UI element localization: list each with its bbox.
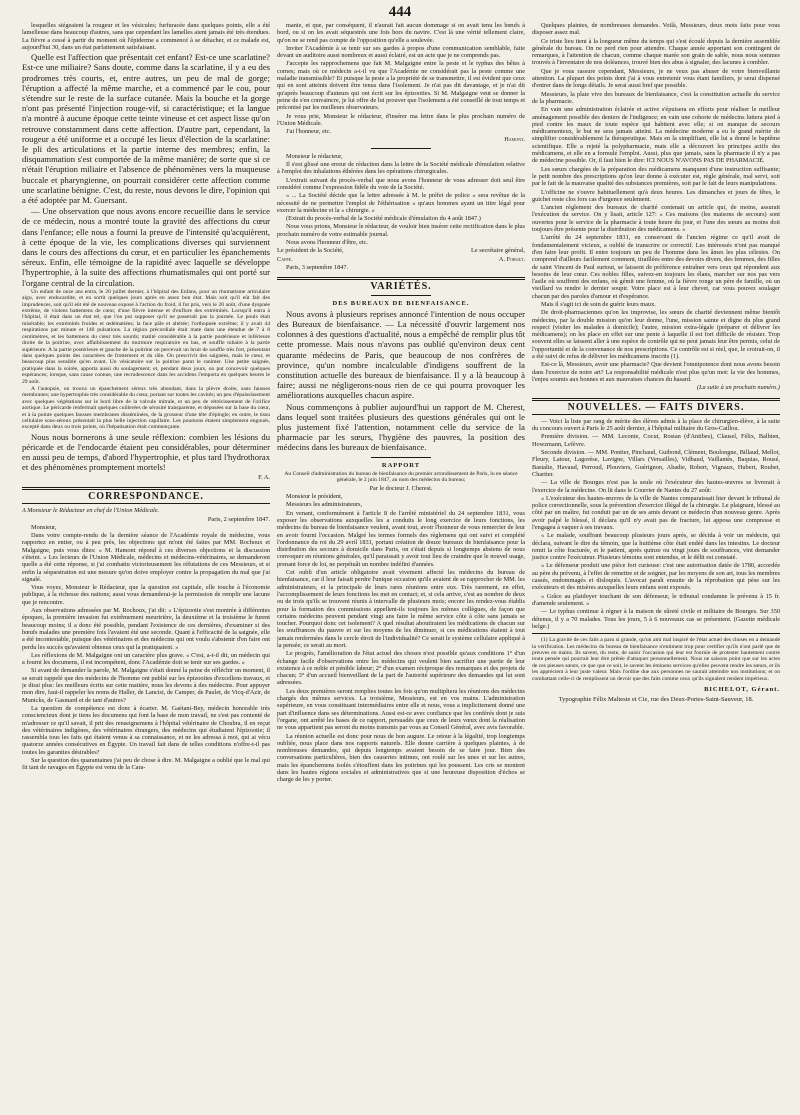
col2-letter-continuation <box>277 22 525 127</box>
paragraph: Que je vous rassure cependant, Messieurs, je ne veux pas abuser de votre bienveillante attention. La plupart des points dont j'ai à vous entretenir vous étant familiers, je serai dispensé d'entrer dans de longs détails. Je serai aussi bref que possible. <box>532 67 780 90</box>
column-left <box>22 22 270 1097</box>
nouvelles-heading: NOUVELLES. — FAITS DIVERS. <box>567 401 745 413</box>
signature-titles <box>277 247 525 254</box>
gerant-signature: BICHELOT, Gérant. <box>704 686 780 693</box>
rapport-author: Par le docteur J. Cherest. <box>369 484 433 492</box>
heading-underline <box>532 414 780 415</box>
paragraph: En vain une administration éclairée et active s'épuisera en efforts pour réaliser le meilleur aménagement possible des deniers de l'indigence; en vain une cohorte de médecins luttera pied à pied contre les maux de toute espèce qui habitent avec elle; si on manque de secours médicamenteux, le but ne sera jamais atteint. La médecine moderne a eu le grand mérite de simplifier considérablement la thérapeutique. Mais en la simplifiant, elle lui a donné le baptême scientifique. Elle a rejeté la polypharmacie, mais elle a découvert les principes actifs des médicamens, et elle en a formulé l'emploi. Aussi, plus que jamais, sans la pharmacie il n'y a pas de médecine possible. Or, il faut bien le dire: ICI NOUS N'AVONS PAS DE PHARMACIE. <box>532 106 780 165</box>
col1-case-report <box>22 289 270 431</box>
section-divider <box>22 487 270 490</box>
heading-underline <box>371 295 431 296</box>
rapport-salutation-admins: Messieurs les administrateurs, <box>286 501 363 509</box>
paragraph: — Voici la liste par rang de mérite des élèves admis à la place de chirurgien-élève, à la suite du concours ouvert à Paris le 25 août dernier, à l'hôpital militaire du Gros-Caillou. <box>532 417 780 433</box>
paragraph: De droit-pharmaciennes qu'on les improvise, les sœurs de charité deviennent même bientôt médecins, par la double mission qu'on leur donne, l'une, mission sainte et digne du plus grand respect (visiter les malades à domicile); l'autre, mission extra-légale (préparer et délivrer les médicamens); on les place en effet sur une pente à laquelle il est fort difficile de résister. Trop souvent elles se laissent aller à une espèce de contrôle qui ne peut jamais leur être permis, celui de l'opportunité et de la convenance de nos prescriptions. Ce contrôle est si réel, que, le croirait-on, il a été suivi de refus de délivrer les médicamens inscrits (1). <box>532 309 780 361</box>
secretary-name: A. Forget. <box>498 255 525 263</box>
col1-commentary <box>22 52 270 288</box>
section-divider <box>277 277 525 280</box>
paragraph: A l'autopsie, on trouva un épanchement séreux très abondant, dans la plèvre droite, sans fausses membranes; une hypertrophie très considérable du cœur, portant sur toutes les cavités; un peu d'épaississement avec quelques végétations sur le bord libre de la valvule mitrale, et un peu de rétrécissement de l'orifice aortique. Le péricarde renfermait quelques cuillerées de sérosité transparente, et déposées sur la base du cœur, et à la pointe quelques fausses membranes disséminées, de la grosseur d'une tête d'épingle; en outre, le tissu cellulaire sous-séreux présentait la plus belle injection capillaire. Les poumons étaient simplement engoués, excepté dans deux ou trois points, où l'hépatisation était commençante. <box>22 385 270 431</box>
varietes-heading: VARIÉTÉS. <box>370 281 432 293</box>
paragraph: Nous avons l'honneur d'être, etc. <box>286 239 369 247</box>
paragraph: Est-ce là, Messieurs, avoir une pharmacie? Que devient l'omnipotence dont nous avons besoin dans l'exercice de notre art? La responsabilité médicale n'est plus qu'un mot: la vie des hommes, l'enjeu soumis aux bonnes et aux mauvaises chances du hasard. <box>532 361 780 383</box>
president-name: Caffe. <box>277 255 293 263</box>
varietes-subheading: DES BUREAUX DE BIENFAISANCE. <box>332 299 470 307</box>
letter2-date: Paris, 3 septembre 1847. <box>286 263 349 271</box>
letter2-body <box>277 161 525 246</box>
paragraph: Inviter l'Académie à se tenir sur ses gardes à propos d'une communication semblable, faite devant un auditoire aussi nombreux et aussi éclairé, est un acte que je ne comprends pas. <box>277 44 525 60</box>
author-initials: F. A. <box>258 473 270 481</box>
paragraph: Vous voyez, Monsieur le Rédacteur, que la question est capitale, elle touche à l'économie publique, à la richesse des nations; aussi vous demanderai-je la permission de remplir une lacune que je rencontre. <box>22 584 270 606</box>
paragraph: Nous commençons à publier aujourd'hui un rapport de M. Cherest, dans lequel sont traitées plusieurs des questions générales qui ont le plus justement fixé l'attention, notamment celle du service de la pharmacie par les sœurs, l'hygiène des pauvres, la position des médecins dans les bureaux de bienfaisance. <box>277 401 525 453</box>
rapport-intro: Au Conseil d'administration du bureau de bienfaisance du premier arrondissement de Paris, lu en séance générale, le 2 juin 1847, au nom des médecins du bureau; <box>284 470 518 484</box>
page-number: 444 <box>388 4 412 20</box>
paragraph: « L'exécuteur des hautes-œuvres de la ville de Nantes comparaissait hier devant le tribunal de police correctionnelle, sous la prévention d'exercice illégal de la chirurgie. Le plaignant, blessé au côté par un maître, fut conduit par un de ses amis devant ce médecin d'un nouveau genre. Après avoir palpé le blessé, il déclara qu'il n'y avait pas de fracture, lui apposa une compresse et l'engagea à vaquer à ses travaux. <box>532 494 780 531</box>
col1-reflection: Nous nous bornerons à une seule réflexion: combien les lésions du péricarde et de l'endocarde étaient peu considérables, pour déterminer en aussi peu de temps, d'abord l'hypertrophie, et plus tard l'hydrothorax et des phénomènes promptement mortels! <box>22 431 270 473</box>
letter-closing: J'ai l'honneur, etc. <box>286 128 332 136</box>
paragraph: (Extrait du procès-verbal de la Société médicale d'émulation du 4 août 1847.) <box>286 215 481 223</box>
paragraph: Je vous prie, Monsieur le rédacteur, d'insérer ma lettre dans le plus prochain numéro de l'Union Médicale. <box>277 112 525 127</box>
column-right <box>532 22 780 1067</box>
paragraph: Si avant de demander la parole, M. Malgaigne s'était donné la peine de réfléchir un moment, il se serait rappelé que des médecins de l'homme ont publié sur les épizooties d'excellens travaux, et je dirai plus: les meilleurs écrits sur cette matière, nous les devons à des médecins. Pour appuyer mon dire, faut-il rappeler les noms de Haller, de Lancisi, de Camper, de Paulet, de Vicq-d'Azir, de Municks, de Gasmard et de tant d'autres? <box>22 667 270 704</box>
paragraph: lesquelles siégeaient la rougeur et les vésicules; furfuracée dans quelques points, elle a été lamelleuse dans beaucoup d'autres, sans que cependant les lamelles aient jamais été très étendues. La fièvre a cessé à partir du moment où l'épiderme a commencé à se détacher, et ce malade est, aujourd'hui 30, dans un état parfaitement satisfaisant. <box>22 22 270 51</box>
column-middle <box>277 22 525 1097</box>
paragraph: Le progrès, l'amélioration de l'état actuel des choses n'est possible qu'aux conditions 1° d'un échange facile d'observations entre les médecins qui veulent bien sacrifier une partie de leur existence à ce noble et pénible labeur; 2° d'un examen réciproque des remarques et des projets de chacun; 3° d'un accueil bienveillant de la part de l'autorité supérieure des demandes qui lui sont adressées. <box>277 650 525 687</box>
col1-opening <box>22 22 270 51</box>
letter-signature: Hamont. <box>504 136 525 144</box>
paragraph: Cet oubli d'un article obligatoire avait vivement affecté les médecins du bureau de bienfaisance, car il leur faisait perdre l'unique occasion qu'ils avaient de se rapprocher de MM. les administrateurs, et la principale de leurs rares réunions entre eux. Très rarement, en effet, l'accomplissement de leurs fonctions les met en contact; et, si cela arrive, c'est au nombre de deux ou de trois qu'ils se trouvent réunis à intervalle de plusieurs mois; encore les rendez-vous établis pour la formation des commissions appellent-ils toujours les mêmes collègues, de façon que certains médecins peuvent pendant vingt ans faire le même service côte à côte sans jamais se toucher. Pourquoi donc cet isolement? A quel résultat aboutiraient les médications de chacun sur les souffrances du pauvre et sur les moyens de les diminuer, si ces médications étaient à tout jamais renfermées dans le cercle étroit de l'individualité? Ce serait le système cellulaire appliqué à la pensée; ce serait au mort. <box>277 569 525 649</box>
to-be-continued: (La suite à un prochain numéro.) <box>696 384 780 392</box>
rapport-body <box>277 510 525 784</box>
president-title: Le président de la Société, <box>277 247 344 255</box>
section-divider <box>532 398 780 401</box>
paragraph: Quelle est l'affection que présentait cet enfant? Est-ce une scarlatine? Est-ce une miliaire? Sans doute, comme dans la scarlatine, il y a eu des prodromes très courts, et, entre autres, un peu de mal de gorge; l'éruption a affecté la même marche, et a commencé par le cou, pour s'étendre sur le reste de la surface cutanée. Mais la bouche et la gorge n'ont pas présenté l'injection rouge-vif, si caractéristique; et la langue n'a montré à aucune époque cette teinte vineuse et cet aspect lisse qu'on retrouve constamment dans cette affection. D'autre part, cependant, la rougeur a été uniforme et a occupé les lieux d'élection de la scarlatine: le pli des articulations et la partie interne des membres; enfin, la disquammation s'est comportée de la même manière; de sorte que si ce n'était l'éruption miliaire et l'absence de phénomènes vers la muqueuse buccale et pharyngienne, on pourrait considérer cette affection comme une scarlatine bénigne. C'est, du reste, nous devons le dire, l'opinion qui a été adoptée par M. Guersant. <box>22 52 270 206</box>
paragraph: La réunion actuelle est donc pour nous de bon augure. Le retour à la légalité, trop longtemps oubliée, nous place dans nos rapports naturels. Elle donne carrière à quelques plaintes, à de nombreuses demandes, qui depuis longtemps avaient besoin de se faire jour. Bien des conversations particulières, bien des causeries intimes, ont roulé sur les unes et sur les autres, mais les épanchemens isolés s'étouffent dans les poitrines qui les poussent. Les cris se montent dans les hautes régions sociales et administratives que si une heureuse disposition d'échos se charge de les y porter. <box>277 732 525 784</box>
paragraph: manie, et que, par conséquent, il n'aurait fait aucun dommage si on avait tenu les bœufs à bord, ou si on les avait séquestrés une fois hors du navire. C'est là une vérité tellement claire, qu'on ne se rend pas compte de l'opposition qu'elle a soulevée. <box>277 22 525 44</box>
paragraph: « Le malade, souffrant beaucoup plusieurs jours après, se décida à voir un médecin, qui déclara, suivant le dire du témoin, que la huitième côte était endéé dans les intestins. Le docteur remit la côte fracturée, et le patient, après quinze ou vingt jours de souffrances, vint demander justice contre l'exécuteur. Plusieurs témoins sont entendus, et le délit est constaté. <box>532 532 780 562</box>
paragraph: Messieurs, la plaie vive des bureaux de bienfaisance, c'est la constitution actuelle du service de la pharmacie. <box>532 90 780 105</box>
footnote-divider <box>532 633 780 634</box>
rapport-divider <box>371 457 431 458</box>
paragraph: — Le typhus continue à régner à la maison de sûreté civile et militaire de Bourges. Sur 350 détenus, il y a 70 malades. Tous les jours, 5 à 6 nouveaux cas se présentent. (Gazette médicale belge.) <box>532 608 780 630</box>
paragraph: Il s'est glissé une erreur de rédaction dans la lettre de la Société médicale d'émulation relative à l'emploi des inhalations éthérées dans les opérations chirurgicales. <box>277 161 525 176</box>
signature-names <box>277 256 525 263</box>
paragraph: Quelques plaintes, de nombreuses demandes. Voilà, Messieurs, deux mots faits pour vous disposer assez mal. <box>532 22 780 37</box>
paragraph: Aux observations adressées par M. Rochoux, j'ai dit: « L'épizootie s'est montrée à différentes époques, la première invasion fut extrêmement meurtrière, la deuxième et la troisième le furent beaucoup moins; il a donc été possible, pendant l'existence de ces dernières, d'examiner si des bœufs malades une première fois l'avaient été une seconde. Quant à l'efficacité de la saignée, elle a été incontestable, puisque des vétérinaires et des médecins qui ont voulu s'abstenir d'en faire ont perdu les succès qu'avaient obtenus ceux qui la pratiquaient. » <box>22 607 270 651</box>
paragraph: En venant, conformément à l'article 8 de l'arrêté ministériel du 24 septembre 1831, vous exposer les observations auxquelles les a conduits le long exercice de leurs fonctions, les médecins du bureau de bienfaisance veulent, avant tout, avoir l'honneur de vous remercier de leur en avoir fourni l'occasion. Malgré les termes formels des règlemens qui ont suivi et complété l'ordonnance du roi du 29 avril 1831, portant création de douze bureaux de bienfaisance pour la distribution des secours à domicile dans Paris, on s'était depuis si longtemps abstenu de nous convoquer en réunions générales, qu'il paraissait y avoir tout lieu de craindre que le nouvel usage, prenant force de loi, ne perpétuât un nombre indéfini d'années. <box>277 509 525 568</box>
rapport-heading: RAPPORT <box>381 461 421 469</box>
correspondance-salutation: Monsieur, <box>31 523 57 531</box>
letter-divider <box>371 148 431 149</box>
rapport-salutation-president: Monsieur le président, <box>286 493 343 501</box>
rapport-continuation <box>532 22 780 383</box>
paragraph: Nous vous prions, Monsieur le rédacteur, de vouloir bien insérer cette rectification dans le plus prochain numéro de votre estimable journal. <box>277 223 525 238</box>
paragraph: Première division. — MM. Leconte, Cocut, Rostan (d'Antibes), Clausel, Félix, Balbien, Howzmann, Lefèvre. <box>532 433 780 448</box>
paragraph: Ce triste lieu tient à la longueur même du temps qui s'est écoulé depuis la dernière assemblée générale du bureau. On ne perd rien pour attendre. Chaque année apportant son contingent de remarques, à l'attention de chacun, comme chaque marée son grain de sable, nous nous sommes trouvés à l'inventaire de nos doléances, trouvé bien des abus à signaler, des lacunes à combler. <box>532 37 780 67</box>
paragraph: — La ville de Bourges n'est pas la seule où l'exécuteur des hautes-œuvres se livrerait à l'exercice de la médecine. On lit dans le Courrier de Nantes du 27 août: <box>532 479 780 494</box>
paragraph: Sur la question des quarantaines j'ai peu de chose à dire. M. Malgaigne a oublié que le mal qui fit tant de ravages en Égypte est venu de la Cara- <box>22 757 270 772</box>
paragraph: — Une observation que nous avons encore recueillie dans le service de ce médecin, nous a montré toute la gravité des affections du cœur dans l'enfance; elle nous a fourni la preuve de l'intensité qu'acquièrent, à cette époque de la vie, les complications diverses qui surviennent dans le cours des affections du cœur, et en particulier les épanchements séreux. Enfin, elle témoigne de la rapidité avec laquelle se développe l'hypertrophie, à la suite des affections rhumatismales qui ont porté sur l'organe central de la circulation. <box>22 206 270 288</box>
paragraph: « Grâce au plaidoyer touchant de son défenseur, le tribunal condamne le prévenu à 15 fr. d'amende seulement. » <box>532 592 780 607</box>
paragraph: L'arrêté du 24 septembre 1831, en conservant de l'ancien régime ce qu'il avait de fondamentalement vicieux, a oublié de transcrire ce correctif. Les intéressés n'ont pas manqué d'en faire leur profit. Il entre toujours un peu de l'homme dans les âmes les plus célestes. On comprend d'ailleurs facilement comment, tiraillées entre des devoirs divers, des femmes, des filles de saint Vincent de Paul surtout, se laissent de préférence entraîner vers ceux qui répondent aux besoins de leur cœur. Ces nobles filles, suivez-en toujours les élans, marcher sur nos pas vers l'asile où souffrent des enfans, où gémit une femme, où la fièvre ronge un père de famille, où un vieillard va rendre le dernier soupir. Votre place est à leur chevet, car vous pouvez soulager chacun par des paroles d'amour et d'espérance. <box>532 234 780 300</box>
paragraph: La question de compétence est donc à écarter. M. Gaétani-Bey, médecin honorable très consciencieux dont je tiens les documens qui font la base de mon travail, ne s'est pas contenté de m'adresser ce qu'il savait, il prit des renseignemens à l'hôpital vétérinaire de Choubra, il en reçut des vétérinaires indigènes, des vétérinaires étrangers, des médecins qui étudiaient l'épizootie; il rassembla tous les faits qui étaient venus à sa connaissance, et ne les adressa à moi, qui ai vécu quatorze années consécutives en Égypte. Un travail fait dans de telles conditions n'offre-t-il pas toutes les garanties désirables? <box>22 704 270 756</box>
correspondance-date: Paris, 2 septembre 1847. <box>207 515 270 523</box>
paragraph: Seconde division. — MM. Pontier, Pinchaud, Guibond, Clément, Boulongne, Billaud, Mellot, Fleury, Latour, Lagorèse, Lavigne, Villars (Versailles), Vidbaud, Vaillantès, Baquias, Rousé, Bastalie, Havaud, Perroud, Plouviers, Guérignon, Abadie, Robert, Vignaux, Hubert, Roubet, Chartier. <box>532 449 780 478</box>
paragraph: L'ancien règlement des bureaux de charité contenait un article qui, de moins, assurait l'exécution du service. On y lisait, article 127: « Ces maisons (les maisons de secours) sont ouvertes pour le service de la pharmacie à toute heure du jour, et l'une des sœurs au moins doit toujours être présente pour la distribution des médicamens. » <box>532 204 780 234</box>
paragraph: « ... La Société décide que la lettre adressée à M. le préfet de police « sera revêtue de la nécessité de ne permettre l'emploi de l'éthérisation « qu'aux hommes ayant un titre légal pour exercer la médecine et la « chirurgie. » <box>277 192 525 214</box>
paragraph: Mais il s'agit ici de soin de guérir leurs maux. <box>541 300 656 308</box>
correspondance-address: A Monsieur le Rédacteur en chef de l'Union Médicale. <box>22 507 160 515</box>
paragraph: « Le défenseur produit une pièce fort curieuse: c'est une autorisation datée de 1780, accordée au père du prévenu, à l'effet de remettre et de soigner, par les moyens de son art, tous les membres cassés, endommagés et disloqués. L'avocat paraît ensuite de la réprobation qui pèse sur les exécuteurs et des misères auxquelles leurs enfans sont exposés. <box>532 562 780 592</box>
correspondance-body <box>22 532 270 772</box>
paragraph: Nous avons à plusieurs reprises annoncé l'intention de nous occuper des Bureaux de bienfaisance. — La nécessité d'ouvrir largement nos colonnes à des questions d'actualité, nous a empêché de remplir plus tôt cette promesse. Mais nous n'avons pas oublié qu'environ deux cent quarante médecins de Paris, que beaucoup de nos confrères de province, qu'un nombre incalculable d'indigens souffrent de la constitution actuelle des bureaux de bienfaisance. Il y a là beaucoup à faire; aussi ne négligerons-nous rien de ce qui pourra provoquer les améliorations auxquelles chacun aspire. <box>277 308 525 401</box>
letter2-salutation: Monsieur le rédacteur, <box>286 152 343 160</box>
printer-line: Typographie Félix Malteste et Cie, rue des Deux-Portes-Saint-Sauveur, 18. <box>558 696 754 704</box>
correspondance-heading: CORRESPONDANCE. <box>88 490 204 502</box>
paragraph: J'accepte les rapprochemens que fait M. Malgaigne entre la peste et le typhus des bêtes à cornes; mais où ce médecin a-t-il vu que l'Académie ne considérait pas la peste comme une maladie transmissible? Et puisque la peste a la propriété de se transmettre, il est évident que ceux qui en sont atteints doivent être tenus dans l'isolement. Je n'ai pas dit davantage, et je n'ai dit qu'après beaucoup d'auteurs qui ont écrit sur les épizooties. Si M. Malgaigne veut se donner la peine de s'en convaincre, je lui offre de lui prouver que l'isolement a été conseillé de tout temps et préconisé par les meilleurs observateurs. <box>277 60 525 112</box>
paragraph: Les sœurs chargées de la préparation des médicamens manquent d'une instruction suffisante; le petit nombre des prescriptions qu'on leur donne à exécuter est, règle générale, mal servi, soit par le fait de la mauvaise qualité des substances premières, soit par le fait de leurs manipulations. <box>532 165 780 188</box>
nouvelles-body <box>532 418 780 630</box>
secretary-title: Le secrétaire général, <box>470 247 525 255</box>
paragraph: Les réflexions de M. Malgaigne ont un caractère plus grave. « C'est, a-t-il dit, un médecin qui a fourni les documens, il est incompétent, donc l'Académie doit se tenir sur ses gardes. » <box>22 651 270 667</box>
varietes-intro <box>277 309 525 453</box>
paragraph: L'officine ne s'ouvre habituellement qu'à deux heures. Les dimanches et jours de fêtes, le guichet reste clos fors cas d'urgence seulement. <box>532 188 780 203</box>
paragraph: Dans votre compte-rendu de la dernière séance de l'Académie royale de médecine, vous rapportez en entier, ou à peu près, les objections qui m'ont été faites par MM. Rochoux et Malgaigne, puis vous dites: « M. Hamont répond à ces diverses objections et la discussion s'éteint. » Les lecteurs de l'Union Médicale, médecins et médecins-vétérinaires, se demanderont quelle a été cette réponse, si j'ai combattu victorieusement les réfutations de ces Messieurs, et si enfin la séquestration est une mesure qu'on doive employer contre la propagation du mal que j'ai signalé. <box>22 532 270 583</box>
paragraph: L'extrait suivant du procès-verbal que nous avons l'honneur de vous adresser doit seul être considéré comme l'expression fidèle du vote de la Société. <box>277 176 525 191</box>
paragraph: Les deux premières seront remplies toutes les fois qu'on multipliera les réunions des médecins chargés des mêmes services. La troisième, Messieurs, est en vos mains. L'administration supérieure, en vous constituant intermédiaires entre elle et nous, vous a implicitement donné une part d'influence dans ses déterminations. Aussi est-ce avec confiance que les conférés dont je suis l'organe, ont arrêté les bases de ce rapport, persuadés que ceux de leurs vœux dont la réalisation ne vous appartient pas seront du moins transmis par vous au Conseil Général, avec avis favorable. <box>277 687 525 732</box>
footnote: (1) La gravité de ces faits a paru si grande, qu'un ami mal inspiré de l'état actuel des choses en a demandé la vérification. Les médecins du bureau de bienfaisance n'entiment trop pour certifier qu'ils n'ont parlé que de preuves en mains. Ils savent, du reste, de saisir l'occasion qui leur est fournie de protester hautement contre toute pensée qui pourrait leur être prêtée d'attaquer personnellement. Nous ne saisons point que sur les actes de ces pieuses sœurs, ce que que ce soit, le savent les éminens services qu'elles peuvent rendre les sœurs, et ils les apprécient à leur juste valeur. Mais l'ordine due aux personnes ne saurait atteindre nos institutions; et on combattant celle-ci de remplissent un devoir que des faits comme ceux qu'ils signalent rendent impérieux. <box>532 637 780 682</box>
paragraph: Un enfant de onze ans entra, le 20 juillet dernier, à l'hôpital des Enfans, pour un rhumatisme articulaire aigu, avec endocardite, et en sortit quelques jours après en assez bon état. Mais soit qu'il eût fait des imprudences, soit qu'il eût été de nouveau exposé à l'action du froid, il fut pris, vers le 20 août, d'une dyspnée extrême, de violens battemens de cœur, d'une fièvre intense et d'enflure des extrémités. Lorsqu'il entra à l'hôpital, il était dans un état tel, que l'on put supposer qu'il ne passerait pas la journée. Le pouls était misérable; les extrémités froides et œdématiées; la face pâle et altérée; l'orthopnée extrême; il y avait 44 respirations par minute et 140 pulsations. La région précordiale était mate dans une étendue de 7 à 8 centimètres, et les battemens du cœur très sourds; matité considérable à la partie postérieure et inférieure droite de la poitrine, avec affaiblissement du murmure respiratoire en bas, et souffle tubaire à la partie supérieure. A la partie postérieure et gauche de la poitrine on percevait un bruit de souffle très fort, présentant dans quelques points des caractères de frottement et du râle. On prescrivit des saignées, mais le cœur, et beaucoup plus sensible qu'en avant. Un vésicatoire sur la poitrine parut le ranimer. Une petite saignée, pratiquée dans la soirée, apporta aussi du soulagement; et, pendant deux jours, on put concevoir quelques espérances; lorsque, sans cause connue, une recrudescence dans les accidens l'emporta en quelques heures le 29 août. <box>22 288 270 385</box>
heading-underline <box>22 503 270 504</box>
